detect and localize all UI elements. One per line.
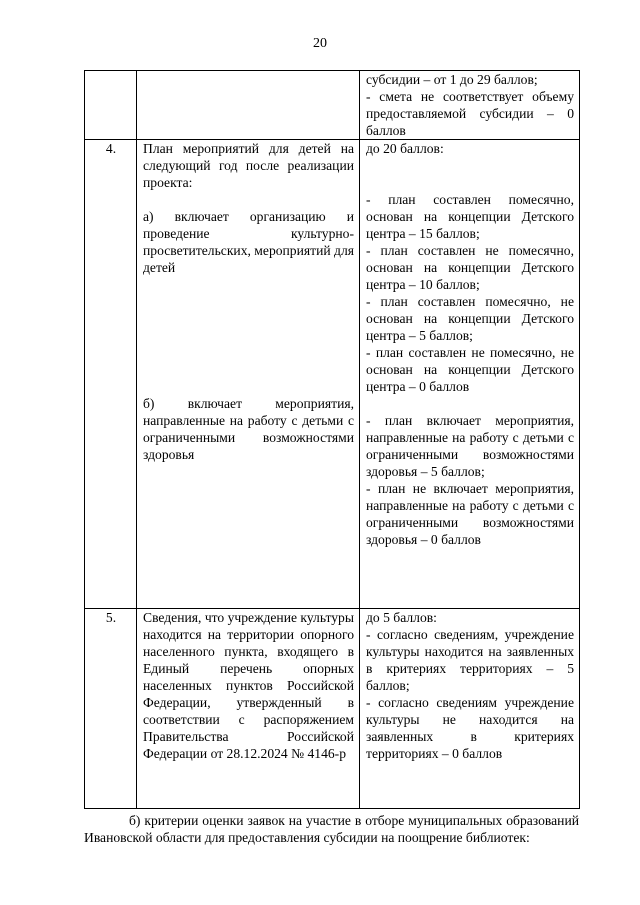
section-text: б) критерии оценки заявок на участие в отборе муниципальных образований Ивановской области для предоставления субсидии на поощрение библиотек:	[84, 813, 579, 845]
criterion-text: План мероприятий для детей на следующий год после реализации проекта:	[143, 141, 354, 190]
score-text: - план составлен помесячно, не основан на концепции Детского центра – 5 баллов;	[366, 294, 574, 343]
criterion-name-cell	[137, 71, 360, 140]
score-text: - план составлен не помесячно, не основан на концепции Детского центра – 0 баллов	[366, 345, 574, 394]
score-text: до 5 баллов:	[366, 610, 437, 625]
criterion-name-cell	[137, 609, 360, 809]
criterion-text: б) включает мероприятия, направленные на работу с детьми с ограниченными возможностями здоровья	[143, 396, 354, 462]
score-cell	[360, 71, 580, 140]
criteria-table	[84, 70, 580, 809]
score-text: субсидии – от 1 до 29 баллов;	[366, 72, 538, 87]
table-row	[85, 71, 580, 140]
table-row	[85, 609, 580, 809]
criterion-name-cell	[137, 140, 360, 609]
score-text: - согласно сведениям учреждение культуры не находится на заявленных в критериях территориях – 0 баллов	[366, 695, 574, 761]
score-cell	[360, 609, 580, 809]
score-text: - согласно сведениям, учреждение культуры находится на заявленных в критериях территориях – 5 баллов;	[366, 627, 574, 693]
row-number-cell: 5.	[85, 609, 137, 809]
page-number: 20	[313, 36, 327, 51]
score-text: - план не включает мероприятия, направленные на работу с детьми с ограниченными возможностями здоровья – 0 баллов	[366, 481, 574, 547]
score-text: - план включает мероприятия, направленные на работу с детьми с ограниченными возможностями здоровья – 5 баллов;	[366, 413, 574, 479]
score-cell	[360, 140, 580, 609]
criterion-text: а) включает организацию и проведение культурно-просветительских, мероприятий для детей	[143, 209, 354, 275]
table-row	[85, 140, 580, 609]
score-text: - план составлен не помесячно, основан на концепции Детского центра – 10 баллов;	[366, 243, 574, 292]
score-text: до 20 баллов:	[366, 141, 444, 156]
score-text: - план составлен помесячно, основан на концепции Детского центра – 15 баллов;	[366, 192, 574, 241]
section-paragraph	[84, 812, 579, 846]
row-number-cell: 4.	[85, 140, 137, 609]
score-text: - смета не соответствует объему предоставляемой субсидии – 0 баллов	[366, 89, 574, 138]
criterion-text: Сведения, что учреждение культуры находится на территории опорного населенного пункта, входящего в Единый перечень опорных населенных пунктов Российской Федерации, утвержденный в соответствии с распоряжением Правительства Российской Федерации от 28.12.2024 № 4146-р	[143, 610, 354, 761]
row-number-cell	[85, 71, 137, 140]
